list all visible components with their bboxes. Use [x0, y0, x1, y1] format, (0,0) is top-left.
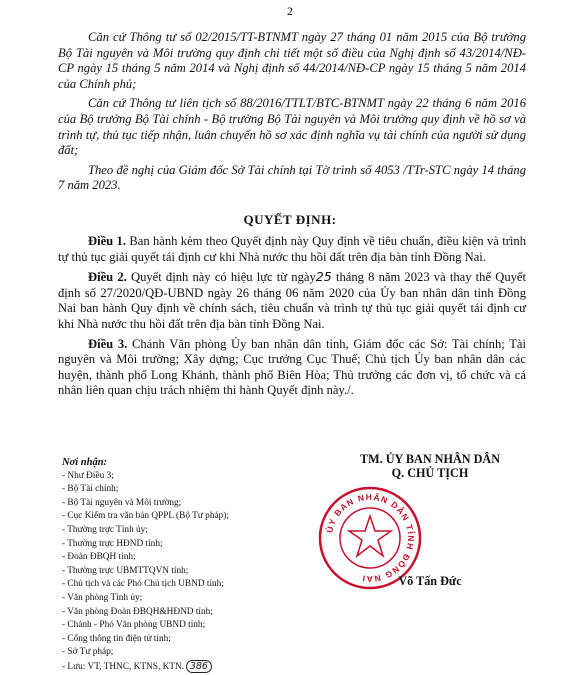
recipients-list — [62, 470, 332, 675]
recipient-item: - Cổng thông tin điện tử tỉnh; — [62, 633, 171, 644]
recipient-item: - Bộ Tài nguyên và Môi trường; — [62, 497, 182, 508]
preamble-clause-1: Căn cứ Thông tư số 02/2015/TT-BTNMT ngày 27 tháng 01 năm 2015 của Bộ trưởng Bộ Tài nguyên và Môi trường quy định chi tiết một số điều của Nghị định số 43/2014/NĐ-CP ngày 15 tháng 5 năm 2014 và Nghị định số 44/2014/NĐ-CP ngày 15 tháng 5 năm 2014 của Chính phủ; — [58, 30, 526, 91]
signer-name: Võ Tấn Đức — [398, 574, 462, 588]
recipient-item: - Đoàn ĐBQH tỉnh; — [62, 552, 136, 563]
recipient-item — [62, 660, 332, 675]
recipients-title: Nơi nhận: — [62, 457, 108, 468]
recipient-archive: - Lưu: VT, THNC, KTNS, KTN. — [62, 661, 185, 672]
recipient-item: - Sở Tư pháp; — [62, 647, 114, 658]
recipients-block — [62, 456, 332, 675]
handwritten-day: 25 — [315, 269, 332, 285]
decision-heading: QUYẾT ĐỊNH: — [243, 212, 337, 227]
articles — [58, 234, 526, 399]
recipient-item: - Chánh - Phó Văn phòng UBND tỉnh; — [62, 620, 206, 631]
signature-role: Q. CHỦ TỊCH — [391, 466, 469, 480]
article-2 — [58, 269, 526, 332]
article-2-label: Điều 2. — [88, 270, 127, 285]
preamble-clause-2: Căn cứ Thông tư liên tịch số 88/2016/TTLT/BTC-BTNMT ngày 22 tháng 6 năm 2016 của Bộ trưởng Bộ Tài chính - Bộ trưởng Bộ Tài nguyên và Môi trường quy định về hồ sơ và trình tự, thủ tục tiếp nhận, luân chuyển hồ sơ xác định nghĩa vụ tài chính của người sử dụng đất; — [58, 96, 526, 158]
article-3-text: Chánh Văn phòng Ủy ban nhân dân tỉnh, Giám đốc các Sở: Tài chính; Tài nguyên và Môi trường; Xây dựng; Cục trưởng Cục Thuế; Chủ tịch Ủy ban nhân dân các huyện, thành phố Long Khánh, thành phố Biên Hòa; Thủ trưởng các đơn vị, tổ chức và cá nhân liên quan chịu trách nhiệm thi hành Quyết định này./. — [58, 336, 526, 398]
preamble — [58, 30, 526, 194]
recipient-item: - Bộ Tài chính; — [62, 484, 119, 495]
article-3-label: Điều 3. — [88, 336, 128, 351]
page-number: 2 — [287, 4, 293, 18]
article-1 — [58, 234, 526, 265]
article-2-text-before: Quyết định này có hiệu lực từ ngày — [126, 270, 316, 285]
seal-outer-ring — [320, 488, 420, 588]
article-3 — [58, 337, 526, 399]
seal-text: ỦY BAN NHÂN DÂN TỈNH ĐỒNG NAI — [324, 491, 417, 585]
recipient-item: - Thường trực HĐND tỉnh; — [62, 538, 163, 549]
seal-star-icon — [349, 516, 391, 556]
article-2-text-after: tháng 8 năm 2023 và thay thế Quyết định số 27/2020/QĐ-UBND ngày 26 tháng 06 năm 2020 của Ủy ban nhân dân tỉnh Đồng Nai ban hành Quy định về chính sách, tiêu chuẩn và trình tự thủ tục giải quyết tái định cư khi Nhà nước thu hồi đất trên địa bàn tỉnh Đồng Nai. — [58, 270, 527, 331]
recipient-item: - Thường trực UBMTTQVN tỉnh; — [62, 565, 189, 576]
preamble-clause-3: Theo đề nghị của Giám đốc Sở Tài chính tại Tờ trình số 4053 /TTr-STC ngày 14 tháng 7 năm 2023. — [58, 162, 526, 193]
recipient-item: - Như Điều 3; — [62, 470, 114, 481]
recipient-item: - Văn phòng Đoàn ĐBQH&HĐND tỉnh; — [62, 606, 213, 617]
signature-title: TM. ỦY BAN NHÂN DÂN — [359, 452, 501, 466]
recipient-item: - Thường trực Tỉnh ủy; — [62, 524, 148, 535]
recipient-item: - Văn phòng Tỉnh ủy; — [62, 592, 143, 603]
article-1-text: Ban hành kèm theo Quyết định này Quy định về tiêu chuẩn, điều kiện và trình tự thủ tục giải quyết tái định cư khi Nhà nước thu hồi đất trên địa bàn tỉnh Đồng Nai. — [58, 234, 527, 264]
handwritten-count: 386 — [186, 660, 212, 673]
recipient-item: - Chủ tịch và các Phó Chủ tịch UBND tỉnh; — [62, 579, 224, 590]
article-1-label: Điều 1. — [88, 234, 126, 248]
recipient-item: - Cục Kiểm tra văn bản QPPL (Bộ Tư pháp); — [62, 511, 229, 522]
